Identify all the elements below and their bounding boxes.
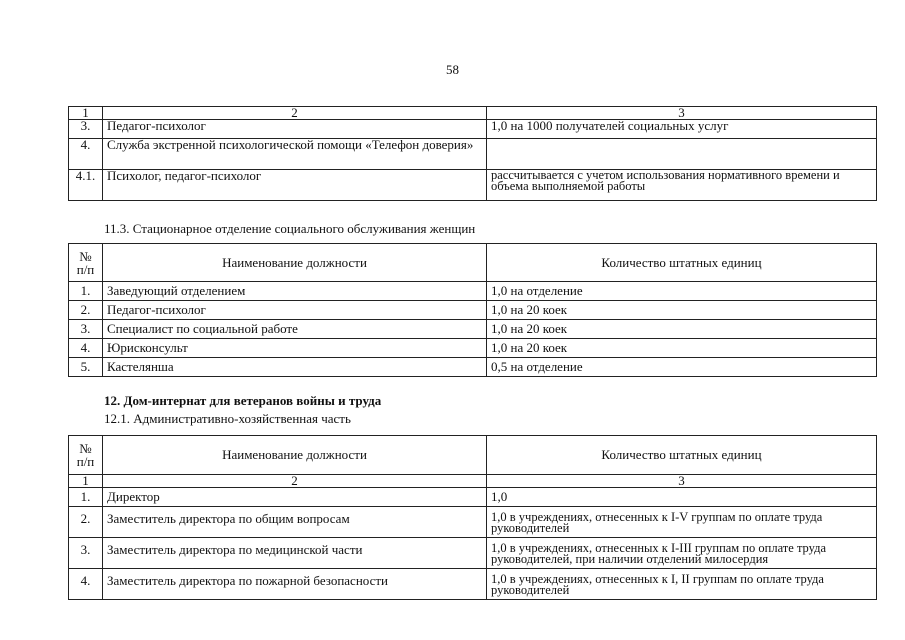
table-row xyxy=(69,320,877,339)
table-header-row xyxy=(69,436,877,475)
table-row xyxy=(69,282,877,301)
column-number-1: 1 xyxy=(69,107,103,120)
table-row xyxy=(69,339,877,358)
position-name: Заведующий отделением xyxy=(103,282,487,301)
staff-quantity: 1,0 в учреждениях, отнесенных к I-V группам по оплате труда руководителей xyxy=(487,507,877,538)
position-name: Заместитель директора по общим вопросам xyxy=(103,507,487,538)
staff-quantity: 1,0 xyxy=(487,488,877,507)
header-position-name: Наименование должности xyxy=(103,244,487,282)
position-name: Служба экстренной психологической помощи «Телефон доверия» xyxy=(103,139,487,170)
position-name: Педагог-психолог xyxy=(103,120,487,139)
section-caption-11-3: 11.3. Стационарное отделение социального обслуживания женщин xyxy=(104,221,476,236)
row-number: 3. xyxy=(69,320,103,339)
header-number: № п/п xyxy=(69,436,103,475)
row-number: 2. xyxy=(69,507,103,538)
staff-quantity: 1,0 в учреждениях, отнесенных к I, II группам по оплате труда руководителей xyxy=(487,569,877,600)
staff-quantity: 1,0 на 20 коек xyxy=(487,301,877,320)
position-name: Кастелянша xyxy=(103,358,487,377)
header-number: № п/п xyxy=(69,244,103,282)
staff-quantity: 0,5 на отделение xyxy=(487,358,877,377)
position-name: Заместитель директора по пожарной безопасности xyxy=(103,569,487,600)
table-continuation xyxy=(68,106,877,201)
column-number-2: 2 xyxy=(103,107,487,120)
staff-quantity: 1,0 на 20 коек xyxy=(487,339,877,358)
staff-quantity xyxy=(487,139,877,170)
staff-quantity: 1,0 на 1000 получателей социальных услуг xyxy=(487,120,877,139)
section-caption-12-1: 12.1. Административно-хозяйственная часть xyxy=(104,411,351,426)
row-number: 1. xyxy=(69,488,103,507)
position-name: Заместитель директора по медицинской части xyxy=(103,538,487,569)
position-name: Специалист по социальной работе xyxy=(103,320,487,339)
table-row xyxy=(69,569,877,600)
staff-table-women-department xyxy=(68,243,877,377)
header-staff-quantity: Количество штатных единиц xyxy=(487,436,877,475)
table-row xyxy=(69,358,877,377)
table-row xyxy=(69,538,877,569)
column-number-3: 3 xyxy=(487,475,877,488)
row-number: 4. xyxy=(69,339,103,358)
staff-table-administration xyxy=(68,435,877,600)
column-number-1: 1 xyxy=(69,475,103,488)
table-subheader-row xyxy=(69,475,877,488)
position-name: Педагог-психолог xyxy=(103,301,487,320)
column-number-2: 2 xyxy=(103,475,487,488)
header-position-name: Наименование должности xyxy=(103,436,487,475)
staff-quantity: 1,0 на 20 коек xyxy=(487,320,877,339)
row-number: 5. xyxy=(69,358,103,377)
row-number: 1. xyxy=(69,282,103,301)
row-number: 3. xyxy=(69,538,103,569)
row-number: 2. xyxy=(69,301,103,320)
table-row xyxy=(69,139,877,170)
row-number: 4.1. xyxy=(69,170,103,201)
table-header-row xyxy=(69,244,877,282)
column-number-3: 3 xyxy=(487,107,877,120)
row-number: 4. xyxy=(69,139,103,170)
position-name: Директор xyxy=(103,488,487,507)
table-row xyxy=(69,301,877,320)
page-number: 58 xyxy=(446,62,459,77)
table-row xyxy=(69,488,877,507)
staff-quantity: 1,0 на отделение xyxy=(487,282,877,301)
table-row xyxy=(69,120,877,139)
row-number: 4. xyxy=(69,569,103,600)
section-heading-12: 12. Дом-интернат для ветеранов войны и труда xyxy=(104,393,382,408)
position-name: Юрисконсульт xyxy=(103,339,487,358)
table-row xyxy=(69,507,877,538)
position-name: Психолог, педагог-психолог xyxy=(103,170,487,201)
table-row xyxy=(69,170,877,201)
staff-quantity: 1,0 в учреждениях, отнесенных к I-III группам по оплате труда руководителей, при наличии отделений милосердия xyxy=(487,538,877,569)
row-number: 3. xyxy=(69,120,103,139)
staff-quantity: рассчитывается с учетом использования нормативного времени и объема выполняемой работы xyxy=(487,170,877,201)
header-staff-quantity: Количество штатных единиц xyxy=(487,244,877,282)
